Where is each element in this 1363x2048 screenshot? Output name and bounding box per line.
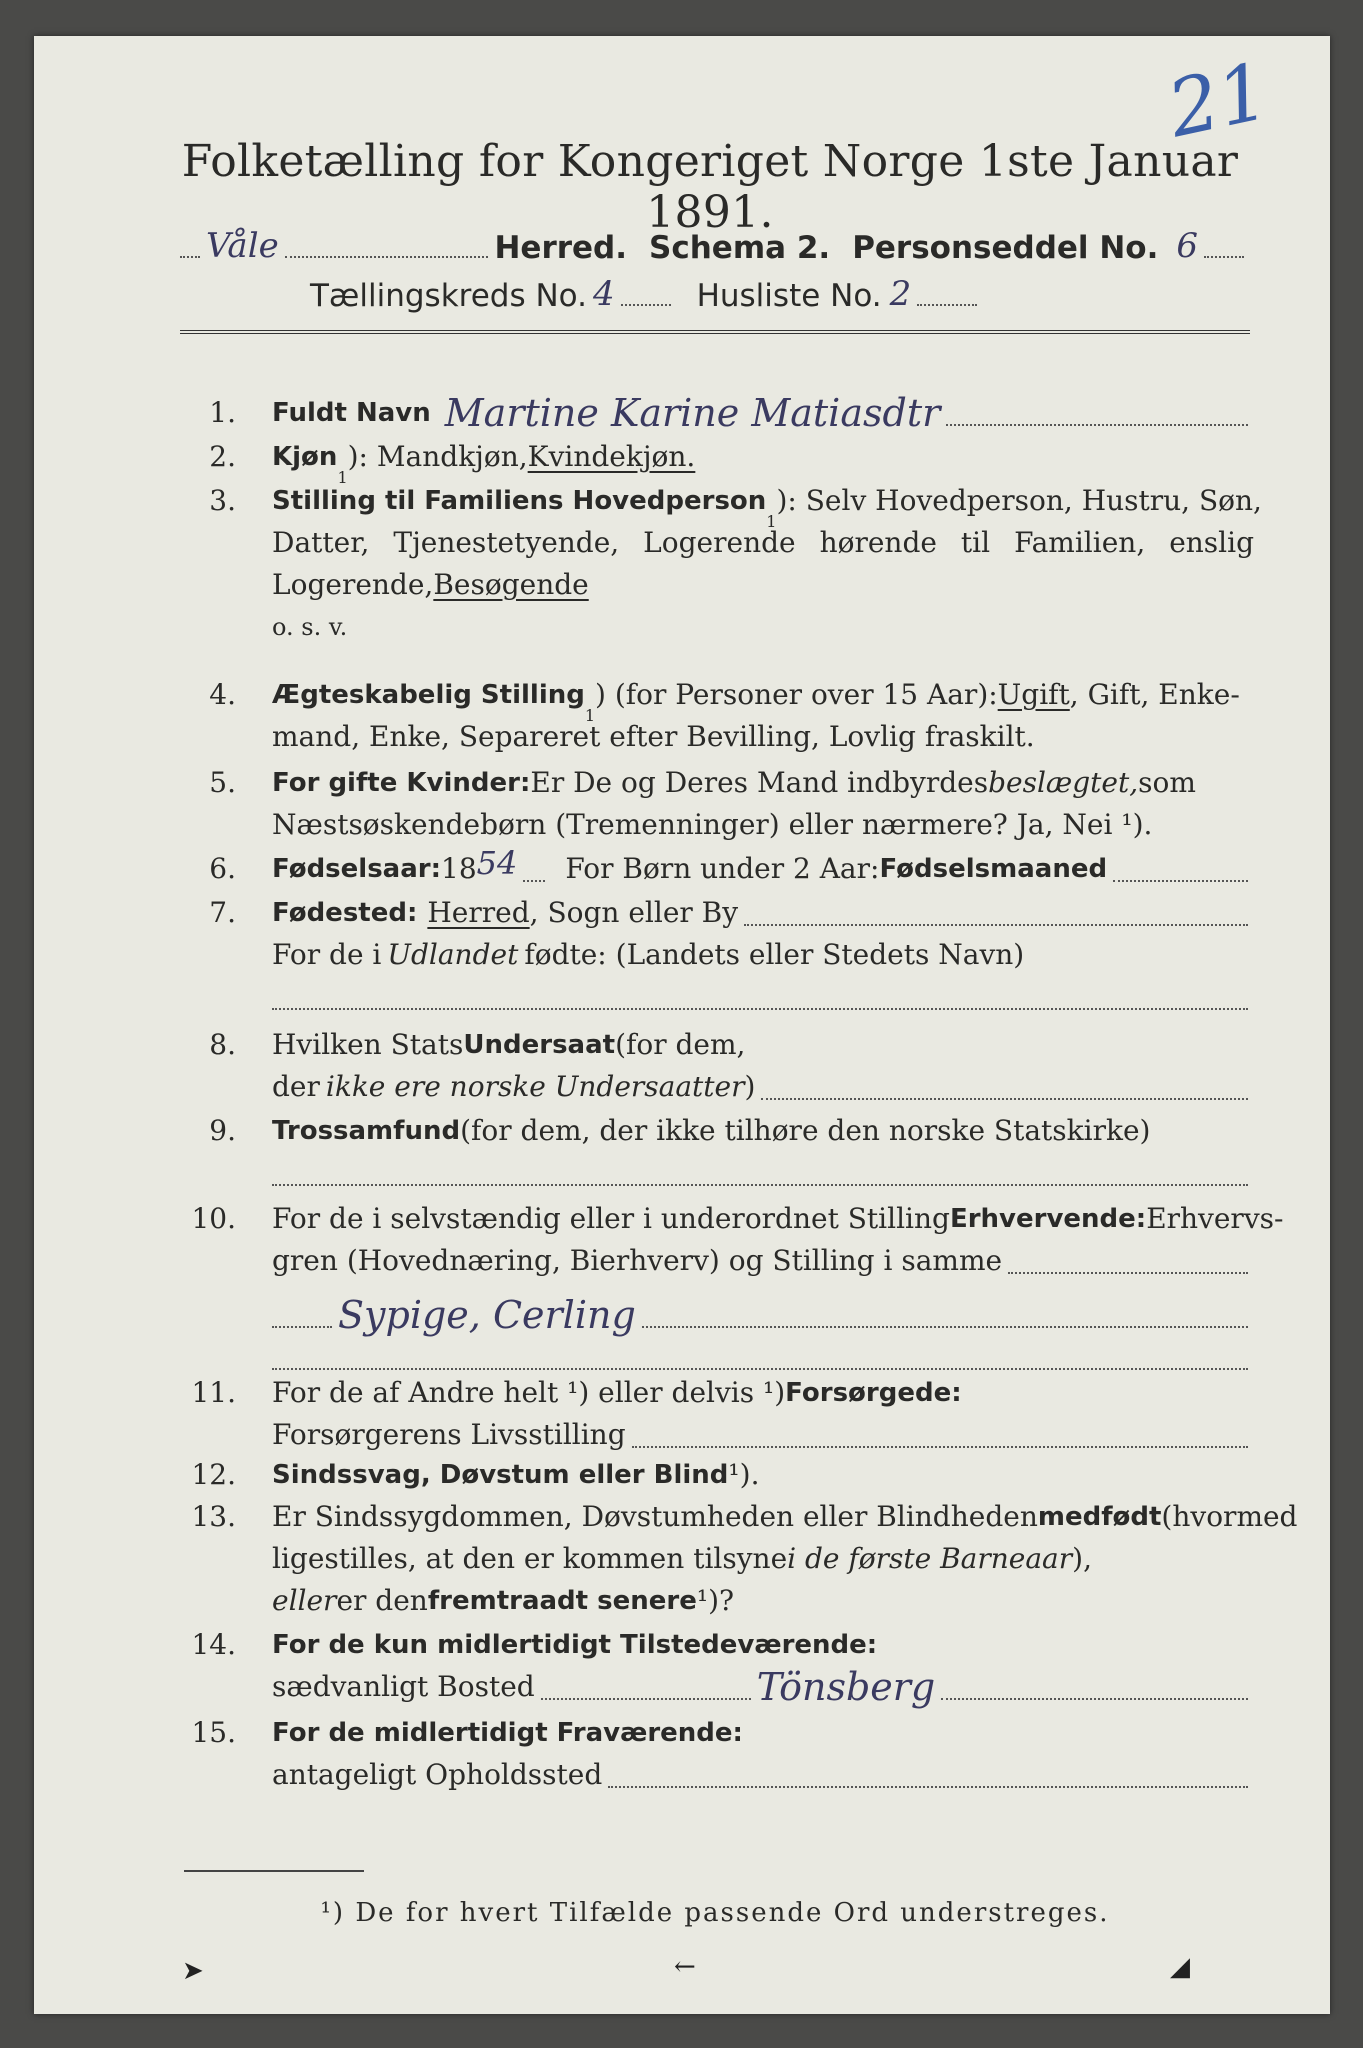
congenital-line3-italic: eller [272,1584,337,1617]
family-position-options-1: ): Selv Hovedperson, Hustru, Søn, [776,484,1262,517]
married-women-question-end: som [1138,766,1196,799]
item-number: 12. [191,1458,236,1491]
margin-mark-right: ◢ [1170,1952,1190,1982]
citizenship-label-b: Undersaat [463,1030,616,1060]
form-title: Folketælling for Kongeriget Norge 1ste Januar 1891. [181,136,1239,238]
birthplace-options: , Sogn eller By [529,896,739,929]
birth-month-condition: For Børn under 2 Aar: [565,852,880,885]
disability-footnote: ¹). [728,1458,760,1491]
occupation-condition: For de i selvstændig eller i underordnet Stilling [272,1202,950,1235]
occupation-value: Sypige, Cerling [338,1293,636,1337]
congenital-label: medfødt [1037,1502,1162,1532]
item-number: 15. [191,1716,236,1749]
provider-occupation-label: Forsørgerens Livsstilling [272,1418,626,1451]
citizenship-line2-italic: ikke ere norske Undersaatter [325,1070,745,1103]
census-form: 21 Folketælling for Kongeriget Norge 1ste Januar 1891. Våle Herred. Schema 2. Personseddel No. 6 Tællingskreds No. 4 Husliste No. 2 1. Fuldt Navn Martine Karine Matiasdtr 2. Kjøn 1 ): Mandkjøn, Kvindekjøn. 3. Stilling til Familiens Hovedperson 1 ): Selv Hovedperson, Hustru, Søn, Datter, Tjenestetyende, Logerende hørende til Familien, enslig Logerende, Besøgende o. s. v. 4. Ægteskabelig Stilling 1 ) (for Personer over 15 Aar): Ugift , Gift, Enke- mand, Enke, Separeret efter Bevilling, Lovlig fraskilt. 5. For gifte Kvinder: Er De og Deres Mand indbyrdes beslægtet, som Næstsøskendebørn (Tremenninger) eller nærmere? Ja, Nei ¹). 6. Fødselsaar: 18 54 For Børn under 2 Aar: Fødselsmaaned 7. Fødested: Herred , Sogn eller By For de i Udlandet fødte: (Landets eller Stedets Navn) 8. Hvilken Stats Undersaat (for dem, der ikke ere norske Undersaatter ) 9. Trossamfund (for dem, der ikke tilhøre den norske Statskirke) 10. For de i selvstændig eller i underordnet Stilling Erhvervende: Erhvervs- gren (Hovednæring, Bierhverv) og Stilling i samme Sypige, Cerling 11. For de af Andre helt ¹) eller delvis ¹) Forsørgede: Forsørgerens Livsstilling 12. Sindssvag, Døvstum eller Blind ¹). 13. Er Sindssygdommen, Døvstumheden eller Blindheden medfødt (hvormed ligestilles, at den er kommen tilsyne i de første Barneaar ), eller er den fremtraadt senere ¹)? 14. For de kun midlertidigt Tilstedeværende: sædvanligt Bosted Tönsberg 15. For de midlertidigt Fraværende: antageligt Opholdssted ¹) De for hvert Tilfælde passende Ord understreges. ➤ ← ◢ [34,36,1330,2014]
item-number: 6. [209,852,236,885]
item-number: 14. [191,1628,236,1661]
abroad-word: Udlandet [387,938,519,971]
item-number: 4. [209,678,236,711]
later-onset-label: fremtraadt senere [427,1586,697,1616]
husliste-label: Husliste No. [696,278,882,314]
marital-options-2: mand, Enke, Separeret efter Bevilling, Lovlig fraskilt. [272,720,1035,753]
married-women-label: For gifte Kvinder: [272,768,531,798]
religion-condition: (for dem, der ikke tilhøre den norske Statskirke) [460,1114,1151,1147]
header-line-1 [180,226,1250,266]
margin-mark-center: ← [674,1952,696,1982]
husliste-value: 2 [889,274,912,314]
occupation-condition-end: Erhvervs- [1146,1202,1284,1235]
item-number: 3. [209,484,236,517]
usual-residence-value: Tönsberg [756,1665,936,1709]
occupation-label: Erhvervende: [949,1204,1147,1234]
congenital-line3-end: ¹)? [696,1584,735,1617]
item-number: 1. [209,396,236,429]
citizenship-label-a: Hvilken Stats [272,1028,464,1061]
footnote: ¹) De for hvert Tilfælde passende Ord understreges. [320,1898,1110,1928]
full-name-value: Martine Karine Matiasdtr [444,391,941,435]
herred-label: Herred. [494,230,628,266]
temporary-absent-label: For de midlertidigt Fraværende: [272,1718,743,1748]
header-line-2 [310,274,983,314]
birth-year-prefix: 18 [441,852,477,885]
item-number: 2. [209,440,236,473]
abroad-text: fødte: (Landets eller Stedets Navn) [524,938,1025,971]
citizenship-condition: (for dem, [615,1028,746,1061]
citizenship-line2-prefix: der [272,1070,320,1103]
sex-label: Kjøn [272,442,338,472]
birthplace-label: Fødested: [272,898,418,928]
marital-options-1: , Gift, Enke- [1069,678,1240,711]
item-number: 5. [209,766,236,799]
religion-label: Trossamfund [272,1116,461,1146]
probable-stay-label: antageligt Opholdssted [272,1758,603,1791]
item-number: 11. [191,1376,236,1409]
birth-year-label: Fødselsaar: [272,854,441,884]
personseddel-value: 6 [1176,226,1198,266]
married-women-related: beslægtet, [988,766,1139,799]
marital-condition: ) (for Personer over 15 Aar): [595,678,998,711]
congenital-line2-end: ), [1072,1542,1092,1575]
personseddel-label: Personseddel No. [852,230,1159,266]
occupation-line2: gren (Hovednæring, Bierhverv) og Stilling i samme [272,1244,1003,1277]
supported-condition: For de af Andre helt ¹) eller delvis ¹) [272,1376,786,1409]
marital-label: Ægteskabelig Stilling [272,680,585,710]
sex-options: ): Mandkjøn, [347,440,528,473]
herred-value: Våle [206,226,279,266]
family-position-etc: o. s. v. [272,613,348,641]
married-women-question: Er De og Deres Mand indbyrdes [530,766,989,799]
congenital-question-end: (hvormed [1161,1500,1298,1533]
header-rule [180,330,1250,334]
temporary-present-label: For de kun midlertidigt Tilstedeværende: [272,1630,878,1660]
footnote-rule [184,1870,364,1872]
congenital-question: Er Sindssygdommen, Døvstumheden eller Blindheden [272,1500,1038,1533]
family-position-label: Stilling til Familiens Hovedperson [272,486,767,516]
congenital-line3: er den [336,1584,428,1617]
sex-selected: Kvindekjøn. [527,440,696,473]
item-number: 9. [209,1114,236,1147]
usual-residence-label: sædvanligt Bosted [272,1670,535,1703]
birthplace-selected: Herred [427,896,530,929]
marital-selected: Ugift [997,678,1070,711]
margin-mark-left: ➤ [182,1956,204,1986]
schema-label: Schema 2. [649,230,831,266]
disability-label: Sindssvag, Døvstum eller Blind [272,1460,729,1490]
married-women-question-2: Næstsøskendebørn (Tremenninger) eller nærmere? Ja, Nei ¹). [272,808,1153,841]
citizenship-line2-end: ) [744,1070,756,1103]
birth-month-label: Fødselsmaaned [879,854,1108,884]
kreds-label: Tællingskreds No. [310,278,587,314]
congenital-line2: ligestilles, at den er kommen tilsyne [272,1542,788,1575]
item-number: 10. [191,1202,236,1235]
supported-label: Forsørgede: [785,1378,962,1408]
family-position-options-3: Logerende, [272,568,434,601]
birth-year-value: 54 [476,844,518,882]
item-number: 13. [191,1500,236,1533]
full-name-label: Fuldt Navn [272,398,431,428]
item-number: 7. [209,896,236,929]
abroad-prefix: For de i [272,938,382,971]
kreds-value: 4 [592,274,615,314]
item-number: 8. [209,1028,236,1061]
family-position-selected: Besøgende [433,568,589,601]
family-position-options-2: Datter, Tjenestetyende, Logerende hørende til Familien, enslig [272,526,1254,559]
corner-number: 21 [1160,46,1277,156]
congenital-line2-italic: i de første Barneaar [787,1542,1073,1575]
